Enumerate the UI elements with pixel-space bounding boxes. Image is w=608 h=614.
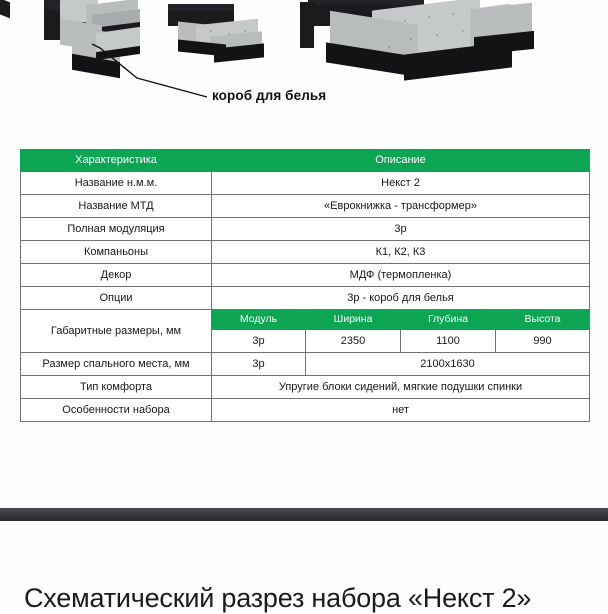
storage-box-callout-label: короб для белья [212, 88, 327, 103]
row-value-comfort-type: Упругие блоки сидений, мягкие подушки спинки [212, 376, 590, 399]
specification-table [20, 149, 590, 422]
table-row [21, 353, 590, 376]
table-header-row [21, 150, 590, 172]
row-label-overall-dimensions: Габаритные размеры, мм [21, 310, 212, 353]
row-value-set-features: нет [212, 399, 590, 422]
row-value-options: 3р - короб для белья [212, 287, 590, 310]
dimension-subheader-row [21, 310, 590, 330]
table-row [21, 376, 590, 399]
subcolumn-header-module: Модуль [212, 310, 306, 330]
dimension-value-height: 990 [496, 330, 590, 353]
table-row [21, 287, 590, 310]
row-value-full-modulation: 3р [212, 218, 590, 241]
subcolumn-header-width: Ширина [306, 310, 401, 330]
dimension-value-module: 3р [212, 330, 306, 353]
dimension-value-width: 2350 [306, 330, 401, 353]
table-row [21, 172, 590, 195]
subcolumn-header-depth: Глубина [401, 310, 496, 330]
row-value-decor: МДФ (термопленка) [212, 264, 590, 287]
row-label-companions: Компаньоны [21, 241, 212, 264]
subcolumn-header-height: Высота [496, 310, 590, 330]
row-label-decor: Декор [21, 264, 212, 287]
row-label-set-features: Особенности набора [21, 399, 212, 422]
row-label-options: Опции [21, 287, 212, 310]
bottom-section-heading: Схематический разрез набора «Некст 2» [24, 583, 532, 613]
table-row [21, 264, 590, 287]
product-photo-band [0, 0, 608, 130]
section-divider-bar [0, 508, 608, 521]
row-label-model-name: Название н.м.м. [21, 172, 212, 195]
row-label-comfort-type: Тип комфорта [21, 376, 212, 399]
row-value-companions: К1, К2, К3 [212, 241, 590, 264]
sleeping-value-size: 2100x1630 [306, 353, 590, 376]
dimension-value-depth: 1100 [401, 330, 496, 353]
column-header-description: Описание [212, 150, 590, 172]
row-label-mtd-name: Название МТД [21, 195, 212, 218]
sleeping-value-module: 3р [212, 353, 306, 376]
table-row [21, 218, 590, 241]
row-label-sleeping-size: Размер спального места, мм [21, 353, 212, 376]
table-row [21, 399, 590, 422]
row-value-mtd-name: «Еврокнижка - трансформер» [212, 195, 590, 218]
row-label-full-modulation: Полная модуляция [21, 218, 212, 241]
row-value-model-name: Некст 2 [212, 172, 590, 195]
table-row [21, 241, 590, 264]
callout-leader-line [0, 0, 608, 130]
table-row [21, 195, 590, 218]
column-header-characteristic: Характеристика [21, 150, 212, 172]
